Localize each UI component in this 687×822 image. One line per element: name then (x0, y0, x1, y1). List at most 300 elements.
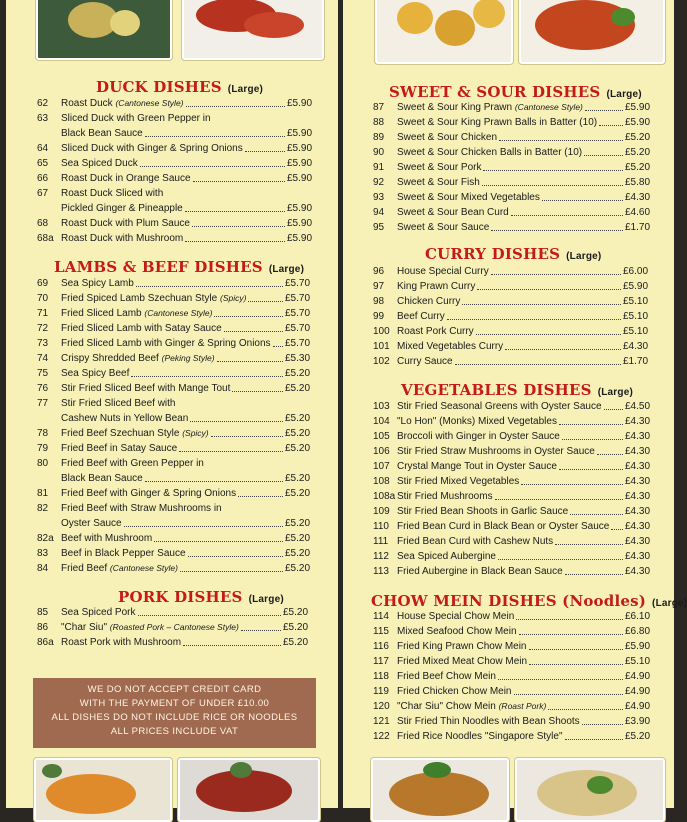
menu-item (37, 336, 319, 351)
item-price: £4.30 (625, 431, 651, 442)
item-price: £5.90 (287, 158, 313, 169)
item-name: Black Bean Sauce (61, 128, 143, 139)
item-note: (Spicy) (182, 428, 209, 438)
notice-line: WE DO NOT ACCEPT CREDIT CARD (87, 684, 262, 695)
item-name: Stir Fried Bean Shoots in Garlic Sauce (397, 506, 569, 517)
item-number (37, 411, 61, 426)
item-text (397, 160, 481, 175)
item-number: 98 (373, 296, 385, 307)
item-name: Fried Beef with Ginger & Spring Onions (61, 488, 237, 499)
item-price (287, 186, 321, 201)
leader-dots (447, 309, 621, 320)
item-text (61, 96, 184, 111)
item-name: Oyster Sauce (61, 518, 122, 529)
leader-dots (124, 516, 283, 527)
item-text (61, 471, 143, 486)
item-text (397, 729, 563, 744)
item-text (61, 231, 183, 246)
item-name: House Special Curry (397, 266, 489, 277)
menu-item (373, 699, 659, 714)
menu-item (373, 294, 657, 309)
item-name: Crystal Mange Tout in Oyster Sauce (397, 461, 557, 472)
item-text (61, 291, 246, 306)
item-text (397, 414, 557, 429)
leader-dots (477, 279, 621, 290)
item-price: £4.60 (625, 207, 651, 218)
item-price: £5.20 (625, 147, 651, 158)
item-price: £5.70 (285, 308, 311, 319)
item-text (61, 201, 183, 216)
item-number: 113 (373, 566, 389, 577)
menu-item (373, 489, 659, 504)
menu-item (373, 264, 657, 279)
leader-dots (145, 126, 285, 137)
item-text (397, 504, 568, 519)
leader-dots (555, 534, 623, 545)
item-text (61, 186, 163, 201)
item-name: Fried Beef Chow Mein (397, 671, 496, 682)
item-text (397, 115, 597, 130)
item-number: 69 (37, 278, 49, 289)
item-text (397, 100, 583, 115)
item-price: £5.20 (625, 132, 651, 143)
leader-dots (548, 699, 623, 710)
item-number: 104 (373, 416, 390, 427)
menu-item (373, 100, 659, 115)
item-text (397, 190, 540, 205)
item-text (397, 294, 460, 309)
item-number (37, 471, 61, 486)
menu-item (373, 534, 659, 549)
item-text (61, 561, 178, 576)
item-note: (Cantonese Style) (109, 563, 178, 573)
item-name: Pickled Ginger & Pineapple (61, 203, 183, 214)
leader-dots (211, 426, 283, 437)
item-name: Roast Pork with Mushroom (61, 637, 182, 648)
item-number: 93 (373, 192, 385, 203)
item-price: £5.90 (287, 173, 313, 184)
item-text (397, 624, 517, 639)
item-name: Fried Sliced Lamb (61, 308, 142, 319)
item-text (61, 336, 271, 351)
pork-section-title: PORK DISHES (Large) (118, 588, 284, 606)
menu-item (37, 531, 319, 546)
item-price: £5.10 (623, 296, 649, 307)
item-price: £5.20 (625, 731, 651, 742)
item-name: Roast Duck with Plum Sauce (61, 218, 190, 229)
menu-item (373, 205, 659, 220)
food-photo-top-right (519, 0, 665, 64)
item-price: £5.20 (285, 413, 311, 424)
sweet-sour-items (373, 100, 659, 235)
leader-dots (185, 231, 285, 242)
item-text (397, 714, 580, 729)
menu-item (37, 216, 321, 231)
leader-dots (248, 291, 283, 302)
item-number: 88 (373, 117, 385, 128)
leader-dots (131, 366, 283, 377)
item-text (397, 699, 546, 714)
item-price: £4.30 (625, 416, 651, 427)
menu-item (37, 231, 321, 246)
leader-dots (559, 459, 623, 470)
menu-item (373, 175, 659, 190)
item-text (61, 396, 176, 411)
item-text (397, 324, 474, 339)
item-price: £5.20 (285, 518, 311, 529)
item-text (61, 605, 136, 620)
item-price: £6.80 (625, 626, 651, 637)
menu-item (37, 291, 319, 306)
leader-dots (565, 729, 623, 740)
leader-dots (185, 201, 285, 212)
item-price: £5.20 (625, 162, 651, 173)
item-name: Sliced Duck with Green Pepper in (61, 113, 211, 124)
item-number: 74 (37, 353, 49, 364)
leader-dots (597, 444, 623, 455)
item-price: £5.90 (287, 128, 313, 139)
item-price (285, 456, 319, 471)
item-name: Fried Beef (61, 563, 108, 574)
menu-item (373, 115, 659, 130)
item-number: 82 (37, 503, 49, 514)
item-text (61, 486, 236, 501)
menu-item (373, 714, 659, 729)
item-name: Sweet & Sour Chicken Balls in Batter (10) (397, 147, 583, 158)
menu-item (37, 186, 321, 201)
item-price: £1.70 (623, 356, 649, 367)
item-text (397, 519, 609, 534)
leader-dots (511, 205, 623, 216)
item-name: Black Bean Sauce (61, 473, 143, 484)
item-number: 105 (373, 431, 390, 442)
item-text (61, 126, 143, 141)
item-price: £6.00 (623, 266, 649, 277)
item-name: Fried Bean Curd with Cashew Nuts (397, 536, 554, 547)
item-price: £4.30 (625, 506, 651, 517)
menu-item (37, 546, 319, 561)
item-number: 90 (373, 147, 385, 158)
leader-dots (188, 546, 283, 557)
leader-dots (213, 111, 285, 122)
item-text (397, 474, 519, 489)
leader-dots (165, 186, 285, 197)
item-number (37, 126, 61, 141)
item-name: Fried Chicken Chow Mein (397, 686, 512, 697)
menu-item (373, 474, 659, 489)
leader-dots (505, 339, 621, 350)
leader-dots (192, 216, 285, 227)
item-name: Beef with Mushroom (61, 533, 153, 544)
item-number: 107 (373, 461, 390, 472)
leader-dots (183, 635, 281, 646)
leader-dots (482, 175, 623, 186)
item-price: £5.70 (285, 338, 311, 349)
item-price: £5.90 (625, 641, 651, 652)
item-number: 91 (373, 162, 385, 173)
leader-dots (498, 549, 623, 560)
item-text (397, 339, 503, 354)
menu-item (37, 471, 319, 486)
item-name: Fried Beef with Straw Mushrooms in (61, 503, 222, 514)
item-price: £4.90 (625, 671, 651, 682)
menu-item (37, 605, 317, 620)
item-name: Sweet & Sour Fish (397, 177, 480, 188)
item-price: £4.30 (625, 551, 651, 562)
menu-item (373, 609, 659, 624)
item-number: 115 (373, 626, 389, 637)
item-name: Fried Beef with Green Pepper in (61, 458, 204, 469)
item-number: 117 (373, 656, 389, 667)
menu-item (37, 366, 319, 381)
item-text (61, 306, 212, 321)
item-text (397, 534, 553, 549)
item-note: (Spicy) (219, 293, 247, 303)
menu-item (373, 354, 657, 369)
item-number: 114 (373, 611, 389, 622)
menu-item (37, 501, 319, 516)
leader-dots (186, 96, 285, 107)
item-text (397, 489, 493, 504)
item-name: Stir Fried Thin Noodles with Bean Shoots (397, 716, 580, 727)
item-number: 75 (37, 368, 49, 379)
menu-item (37, 96, 321, 111)
item-text (61, 381, 230, 396)
leader-dots (565, 564, 623, 575)
item-price: £5.20 (285, 488, 311, 499)
leader-dots (529, 654, 623, 665)
item-text (397, 220, 489, 235)
item-note: (Roast Pork) (498, 701, 547, 711)
item-text (397, 609, 514, 624)
item-number: 102 (373, 356, 390, 367)
item-number: 101 (373, 341, 390, 352)
item-price: £5.90 (625, 102, 651, 113)
item-name: Fried Aubergine in Black Bean Sauce (397, 566, 563, 577)
item-name: House Special Chow Mein (397, 611, 515, 622)
food-photo-bottom-left (371, 758, 509, 822)
item-price: £5.20 (283, 622, 309, 633)
menu-item (37, 381, 319, 396)
leader-dots (559, 414, 623, 425)
item-name: Sliced Duck with Ginger & Spring Onions (61, 143, 243, 154)
leader-dots (206, 456, 283, 467)
leader-dots (476, 324, 621, 335)
leader-dots (217, 351, 283, 362)
menu-item (37, 561, 319, 576)
item-name: Fried Sliced Lamb with Ginger & Spring Onions (61, 338, 271, 349)
leader-dots (491, 264, 621, 275)
menu-item (373, 504, 659, 519)
item-number: 70 (37, 293, 49, 304)
item-number: 84 (37, 563, 49, 574)
menu-item (373, 429, 659, 444)
chow-mein-items (373, 609, 659, 744)
leader-dots (529, 639, 624, 650)
item-price (287, 111, 321, 126)
menu-item (373, 279, 657, 294)
item-text (61, 141, 243, 156)
item-name: Sea Spiced Pork (61, 607, 136, 618)
menu-page-left (6, 0, 338, 808)
item-number: 108 (373, 476, 390, 487)
leader-dots (582, 714, 623, 725)
item-name: Sweet & Sour Bean Curd (397, 207, 509, 218)
menu-item (373, 324, 657, 339)
food-photo-top-right (182, 0, 324, 60)
item-name: Sweet & Sour Sauce (397, 222, 490, 233)
item-number: 95 (373, 222, 385, 233)
duck-items (37, 96, 321, 246)
item-price: £4.90 (625, 686, 651, 697)
item-name: Fried Spiced Lamb Szechuan Style (61, 293, 218, 304)
item-text (61, 426, 209, 441)
leader-dots (498, 669, 623, 680)
leader-dots (514, 684, 624, 695)
leader-dots (193, 171, 285, 182)
item-name: Roast Duck in Orange Sauce (61, 173, 191, 184)
leader-dots (180, 561, 283, 572)
leader-dots (140, 156, 285, 167)
leader-dots (599, 115, 623, 126)
menu-item (373, 654, 659, 669)
item-number: 119 (373, 686, 389, 697)
item-number: 67 (37, 188, 49, 199)
item-number: 83 (37, 548, 49, 559)
item-price: £4.30 (625, 536, 651, 547)
item-number: 77 (37, 398, 49, 409)
leader-dots (521, 474, 623, 485)
leader-dots (585, 100, 623, 111)
item-price: £5.20 (285, 533, 311, 544)
item-name: Sweet & Sour Mixed Vegetables (397, 192, 540, 203)
item-text (397, 654, 527, 669)
menu-item (373, 519, 659, 534)
item-price: £4.50 (625, 401, 651, 412)
item-number: 81 (37, 488, 49, 499)
item-price: £4.90 (625, 701, 651, 712)
item-price: £5.90 (287, 203, 313, 214)
item-name: Sweet & Sour Chicken (397, 132, 498, 143)
menu-item (373, 729, 659, 744)
menu-item (373, 145, 659, 160)
menu-item (37, 486, 319, 501)
item-price: £5.20 (283, 607, 309, 618)
notice-line: ALL DISHES DO NOT INCLUDE RICE OR NOODLES (51, 712, 298, 723)
leader-dots (483, 160, 623, 171)
item-note: (Roasted Pork – Cantonese Style) (109, 622, 239, 632)
menu-item (373, 549, 659, 564)
menu-item (37, 156, 321, 171)
item-name: Roast Duck with Mushroom (61, 233, 184, 244)
menu-item (373, 639, 659, 654)
menu-item (37, 396, 319, 411)
item-number: 100 (373, 326, 390, 337)
leader-dots (136, 276, 283, 287)
item-name: Fried Sliced Lamb with Satay Sauce (61, 323, 222, 334)
item-name: Sea Spiced Duck (61, 158, 138, 169)
item-number: 111 (373, 536, 389, 547)
payment-notice (33, 678, 316, 748)
item-text (397, 279, 475, 294)
item-price: £6.10 (625, 611, 651, 622)
menu-item (373, 309, 657, 324)
item-price: £4.30 (625, 476, 651, 487)
item-name: Fried Bean Curd in Black Bean or Oyster Sauce (397, 521, 610, 532)
item-price: £5.90 (623, 281, 649, 292)
item-text (397, 175, 480, 190)
food-photo-top-left (36, 0, 172, 60)
menu-item (37, 201, 321, 216)
item-number: 116 (373, 641, 389, 652)
leader-dots (241, 620, 281, 631)
item-number: 62 (37, 98, 49, 109)
item-price: £4.30 (623, 341, 649, 352)
item-name: Fried Mixed Meat Chow Mein (397, 656, 528, 667)
item-price: £5.70 (285, 278, 311, 289)
item-price: £4.30 (625, 566, 651, 577)
item-name: Sea Spicy Beef (61, 368, 130, 379)
item-note: (Cantonese Style) (115, 98, 184, 108)
item-text (397, 264, 489, 279)
item-note: (Peking Style) (161, 353, 215, 363)
item-name: Roast Duck Sliced with (61, 188, 164, 199)
item-note: (Cantonese Style) (144, 308, 213, 318)
item-price: £5.20 (285, 548, 311, 559)
menu-item (37, 306, 319, 321)
item-name: "Char Siu" Chow Mein (397, 701, 496, 712)
item-number: 96 (373, 266, 385, 277)
leader-dots (138, 605, 282, 616)
item-price: £5.70 (285, 323, 311, 334)
leader-dots (562, 429, 623, 440)
food-photo-bottom-right (178, 758, 320, 822)
item-number: 89 (373, 132, 385, 143)
item-number (37, 516, 61, 531)
menu-item (373, 190, 659, 205)
item-text (61, 531, 152, 546)
item-number: 76 (37, 383, 49, 394)
item-text (61, 546, 186, 561)
leader-dots (516, 609, 623, 620)
menu-item (37, 635, 317, 650)
item-number: 79 (37, 443, 49, 454)
leader-dots (179, 441, 283, 452)
item-price: £5.20 (285, 473, 311, 484)
item-name: Stir Fried Mixed Vegetables (397, 476, 520, 487)
menu-item (373, 220, 659, 235)
item-price: £4.30 (625, 461, 651, 472)
leader-dots (190, 411, 283, 422)
item-text (61, 411, 188, 426)
menu-item (373, 564, 659, 579)
item-price: £5.80 (625, 177, 651, 188)
item-number: 72 (37, 323, 49, 334)
item-text (397, 669, 496, 684)
menu-item (37, 276, 319, 291)
leader-dots (499, 130, 623, 141)
item-text (61, 456, 204, 471)
lamb-items (37, 276, 319, 576)
menu-item (37, 411, 319, 426)
item-text (397, 429, 560, 444)
item-text (61, 156, 138, 171)
curry-items (373, 264, 657, 369)
item-name: Fried Beef Szechuan Style (61, 428, 180, 439)
item-text (397, 354, 453, 369)
item-text (61, 441, 177, 456)
leader-dots (224, 501, 283, 512)
